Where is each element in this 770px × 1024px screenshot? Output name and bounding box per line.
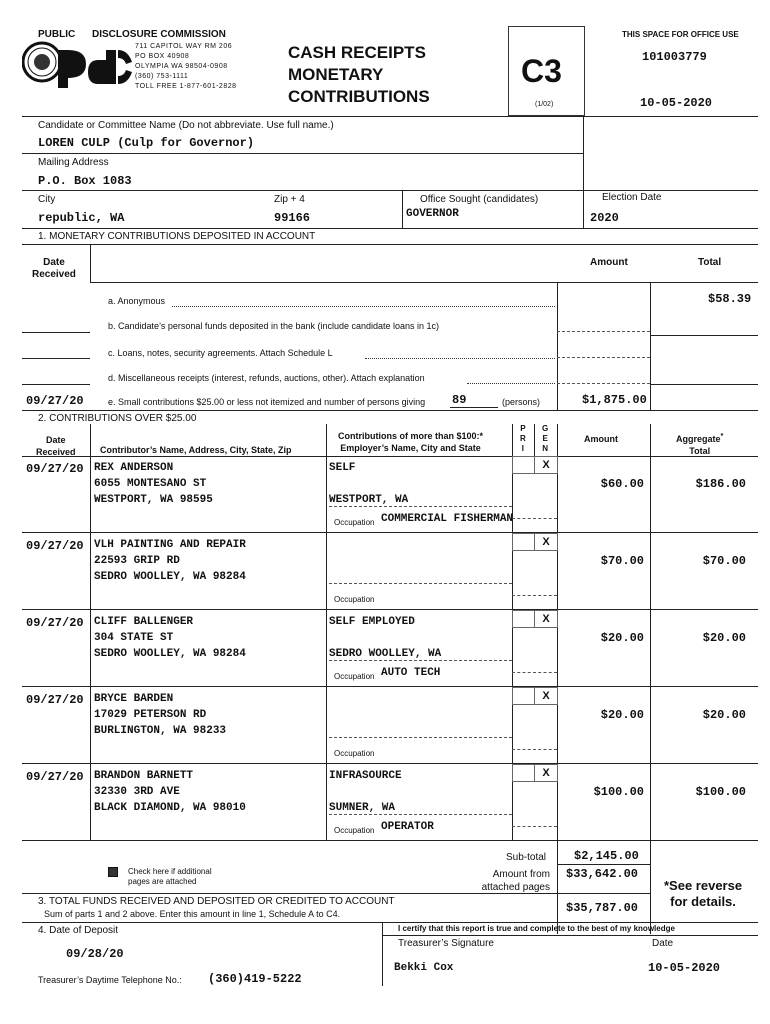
line-c-label: c. Loans, notes, security agreements. Attach Schedule L [108,348,333,358]
agency-address-line: (360) 753-1111 [135,73,189,80]
contribution-row [0,610,770,687]
agency-address-line: 711 CAPITOL WAY RM 206 [135,43,233,50]
date-header-line: Received [32,269,76,280]
row-employer-city: WESTPORT, WA [329,494,409,506]
subtotal-label: Sub-total [506,852,547,863]
section1-amount-header: Amount [590,257,628,268]
signature-label: Treasurer’s Signature [398,938,494,949]
row-pri-divider [512,595,557,596]
row-pri-divider [512,749,557,750]
row-employer-divider [329,583,512,584]
line-a-total: $58.39 [708,292,752,306]
section2-heading: 2. CONTRIBUTIONS OVER $25.00 [38,413,197,424]
row-aggregate: $20.00 [702,631,746,645]
row-aggregate: $186.00 [695,477,746,491]
row-contributor-name: BRANDON BARNETT [94,770,194,782]
row-gen-mark: X [542,459,550,471]
col-contributor-header: Contributor’s Name, Address, City, State, Zip [100,445,292,455]
col-aggregate-header [676,430,723,457]
candidate-name: LOREN CULP (Culp for Governor) [38,136,255,150]
date-header-line: Date [43,257,65,268]
see-reverse-note [664,878,742,910]
contribution-row [0,764,770,841]
sign-date-label: Date [652,938,674,949]
attached-label [470,868,550,894]
row-contributor-name: BRYCE BARDEN [94,693,174,705]
row-gen-mark: X [542,690,550,702]
row-occupation-label: Occupation [334,595,375,604]
see-reverse-line: *See reverse [664,878,743,893]
row-date: 09/27/20 [26,770,84,784]
agency-address-line: PO BOX 40908 [135,53,190,60]
col-pri-header [520,424,526,454]
row-employer-divider [329,506,512,507]
col-date-header [36,434,76,458]
col-pri-letter: R [520,434,526,443]
line-b-label: b. Candidate’s personal funds deposited in the bank (include candidate loans in 1c) [108,321,440,331]
row-date: 09/27/20 [26,539,84,553]
section1-total-header: Total [698,257,722,268]
row-gen-mark: X [542,767,550,779]
line-e-persons-label: (persons) [502,397,541,407]
certify-statement: I certify that this report is true and complete to the best of my knowledge [398,924,675,933]
additional-pages-label-line: pages are attached [128,877,197,886]
treasurer-signature: Bekki Cox [394,962,454,974]
row-amount: $20.00 [600,631,644,645]
office-id: 101003779 [642,50,707,64]
col-amount-header: Amount [584,434,618,444]
row-contributor-address: 32330 3RD AVE [94,786,180,798]
col-pri-letter: I [521,444,524,453]
col-aggregate-header-line [676,430,723,445]
row-gen-box[interactable] [534,456,558,474]
zip-value: 99166 [274,211,311,225]
sign-date: 10-05-2020 [648,961,721,975]
row-gen-mark: X [542,536,550,548]
form-code-box [508,26,585,116]
row-employer-city: SUMNER, WA [329,802,396,814]
row-contributor-name: VLH PAINTING AND REPAIR [94,539,246,551]
phone-value: (360)419-5222 [208,972,302,986]
row-pri-box[interactable] [512,456,536,474]
row-employer-divider [329,814,512,815]
col-date-header-line: Received [36,447,76,457]
office-date: 10-05-2020 [640,96,713,110]
row-contributor-address: 17029 PETERSON RD [94,709,207,721]
row-aggregate: $100.00 [695,785,746,799]
row-occupation-label: Occupation [334,826,375,835]
attached-label-line: Amount from [492,869,550,880]
agency-public-label: PUBLIC [38,29,76,40]
row-pri-box[interactable] [512,533,536,551]
row-contributor-city: BURLINGTON, WA 98233 [94,725,227,737]
agency-commission-label: DISCLOSURE COMMISSION [92,29,226,40]
row-employer: SELF EMPLOYED [329,616,415,628]
row-contributor-address: 6055 MONTESANO ST [94,478,207,490]
row-occupation-label: Occupation [334,672,375,681]
row-contributor-city: SEDRO WOOLLEY, WA 98284 [94,648,246,660]
section3-total: $35,787.00 [566,901,639,915]
col-employer-header-line: Contributions of more than $100:* [338,431,484,441]
row-occupation: AUTO TECH [381,667,441,679]
section3-heading: 3. TOTAL FUNDS RECEIVED AND DEPOSITED OR CREDITED TO ACCOUNT [38,896,395,907]
election-date-label: Election Date [602,192,662,203]
agency-address [135,42,237,92]
pdc-logo [22,40,134,90]
attached-value: $33,642.00 [566,867,639,881]
row-gen-box[interactable] [534,764,558,782]
section1-date-header [32,257,76,281]
col-pri-letter: P [520,424,526,433]
col-gen-letter: E [542,434,548,443]
row-gen-box[interactable] [534,687,558,705]
row-gen-mark: X [542,613,550,625]
line-e-total: $1,875.00 [582,393,647,407]
zip-label: Zip + 4 [274,194,305,205]
col-date-header-line: Date [46,435,66,445]
subtotal-value: $2,145.00 [574,849,639,863]
section1-heading: 1. MONETARY CONTRIBUTIONS DEPOSITED IN ACCOUNT [38,231,316,242]
agency-address-line: TOLL FREE 1-877-601-2828 [135,83,237,90]
contribution-row [0,456,770,533]
col-aggregate-header-line: Total [689,446,711,456]
contribution-row [0,687,770,764]
city-value: republic, WA [38,211,125,225]
agency-address-line: OLYMPIA WA 98504-0908 [135,63,228,70]
row-occupation-label: Occupation [334,518,375,527]
row-pri-box[interactable] [512,687,536,705]
row-pri-box[interactable] [512,610,536,628]
row-contributor-city: SEDRO WOOLLEY, WA 98284 [94,571,246,583]
row-contributor-name: REX ANDERSON [94,462,174,474]
form-version: (1/02) [535,101,554,108]
row-contributor-address: 304 STATE ST [94,632,174,644]
row-pri-divider [512,518,557,519]
row-amount: $20.00 [600,708,644,722]
additional-pages-label [128,867,212,887]
row-gen-box[interactable] [534,610,558,628]
col-gen-header [542,424,548,454]
row-aggregate: $20.00 [702,708,746,722]
row-gen-box[interactable] [534,533,558,551]
row-occupation: OPERATOR [381,821,434,833]
form-code: C3 [521,53,562,89]
additional-pages-label-line: Check here if additional [128,867,212,876]
row-pri-box[interactable] [512,764,536,782]
row-contributor-city: WESTPORT, WA 98595 [94,494,213,506]
agency-header [22,28,282,92]
office-sought: GOVERNOR [406,208,459,220]
row-employer: INFRASOURCE [329,770,402,782]
deposit-date: 09/28/20 [66,947,124,961]
row-date: 09/27/20 [26,616,84,630]
row-date: 09/27/20 [26,462,84,476]
see-reverse-line: for details. [670,894,736,909]
row-occupation-label: Occupation [334,749,375,758]
row-employer: SELF [329,462,356,474]
form-title-line: CASH RECEIPTS [288,43,426,62]
row-employer-divider [329,737,512,738]
office-use-label: THIS SPACE FOR OFFICE USE [622,30,739,39]
mailing-address: P.O. Box 1083 [38,174,132,188]
row-employer-city: SEDRO WOOLLEY, WA [329,648,442,660]
line-e-label: e. Small contributions $25.00 or less not itemized and number of persons giving [108,397,426,407]
line-e-date: 09/27/20 [26,394,84,408]
office-sought-label: Office Sought (candidates) [420,194,539,205]
row-employer-divider [329,660,512,661]
aggregate-star: * [720,431,724,440]
form-title [288,42,430,108]
line-e-persons: 89 [452,393,467,407]
col-gen-letter: G [542,424,549,433]
col-employer-header [338,430,483,454]
mailing-label: Mailing Address [38,157,109,168]
aggregate-label: Aggregate [676,434,721,444]
candidate-name-label: Candidate or Committee Name (Do not abbreviate. Use full name.) [38,120,334,131]
line-a-label: a. Anonymous [108,296,166,306]
row-amount: $100.00 [593,785,644,799]
city-label: City [38,194,56,205]
row-date: 09/27/20 [26,693,84,707]
row-pri-divider [512,826,557,827]
form-title-line: CONTRIBUTIONS [288,87,430,106]
phone-label: Treasurer’s Daytime Telephone No.: [38,975,182,985]
row-contributor-address: 22593 GRIP RD [94,555,180,567]
form-title-line: MONETARY [288,65,384,84]
row-pri-divider [512,672,557,673]
row-amount: $70.00 [600,554,644,568]
row-contributor-name: CLIFF BALLENGER [94,616,194,628]
additional-pages-checkbox[interactable] [108,867,118,877]
row-occupation: COMMERCIAL FISHERMAN [381,513,514,525]
election-date: 2020 [590,211,619,225]
col-gen-letter: N [542,444,548,453]
line-d-label: d. Miscellaneous receipts (interest, refunds, auctions, other). Attach explanation [108,373,425,383]
row-divider [22,840,758,841]
row-amount: $60.00 [600,477,644,491]
row-contributor-city: BLACK DIAMOND, WA 98010 [94,802,246,814]
section3-sub: Sum of parts 1 and 2 above. Enter this amount in line 1, Schedule A to C4. [44,909,341,919]
deposit-date-label: 4. Date of Deposit [38,925,119,936]
contribution-row [0,533,770,610]
row-aggregate: $70.00 [702,554,746,568]
attached-label-line: attached pages [481,882,550,893]
col-employer-header-line: Employer’s Name, City and State [340,443,481,453]
